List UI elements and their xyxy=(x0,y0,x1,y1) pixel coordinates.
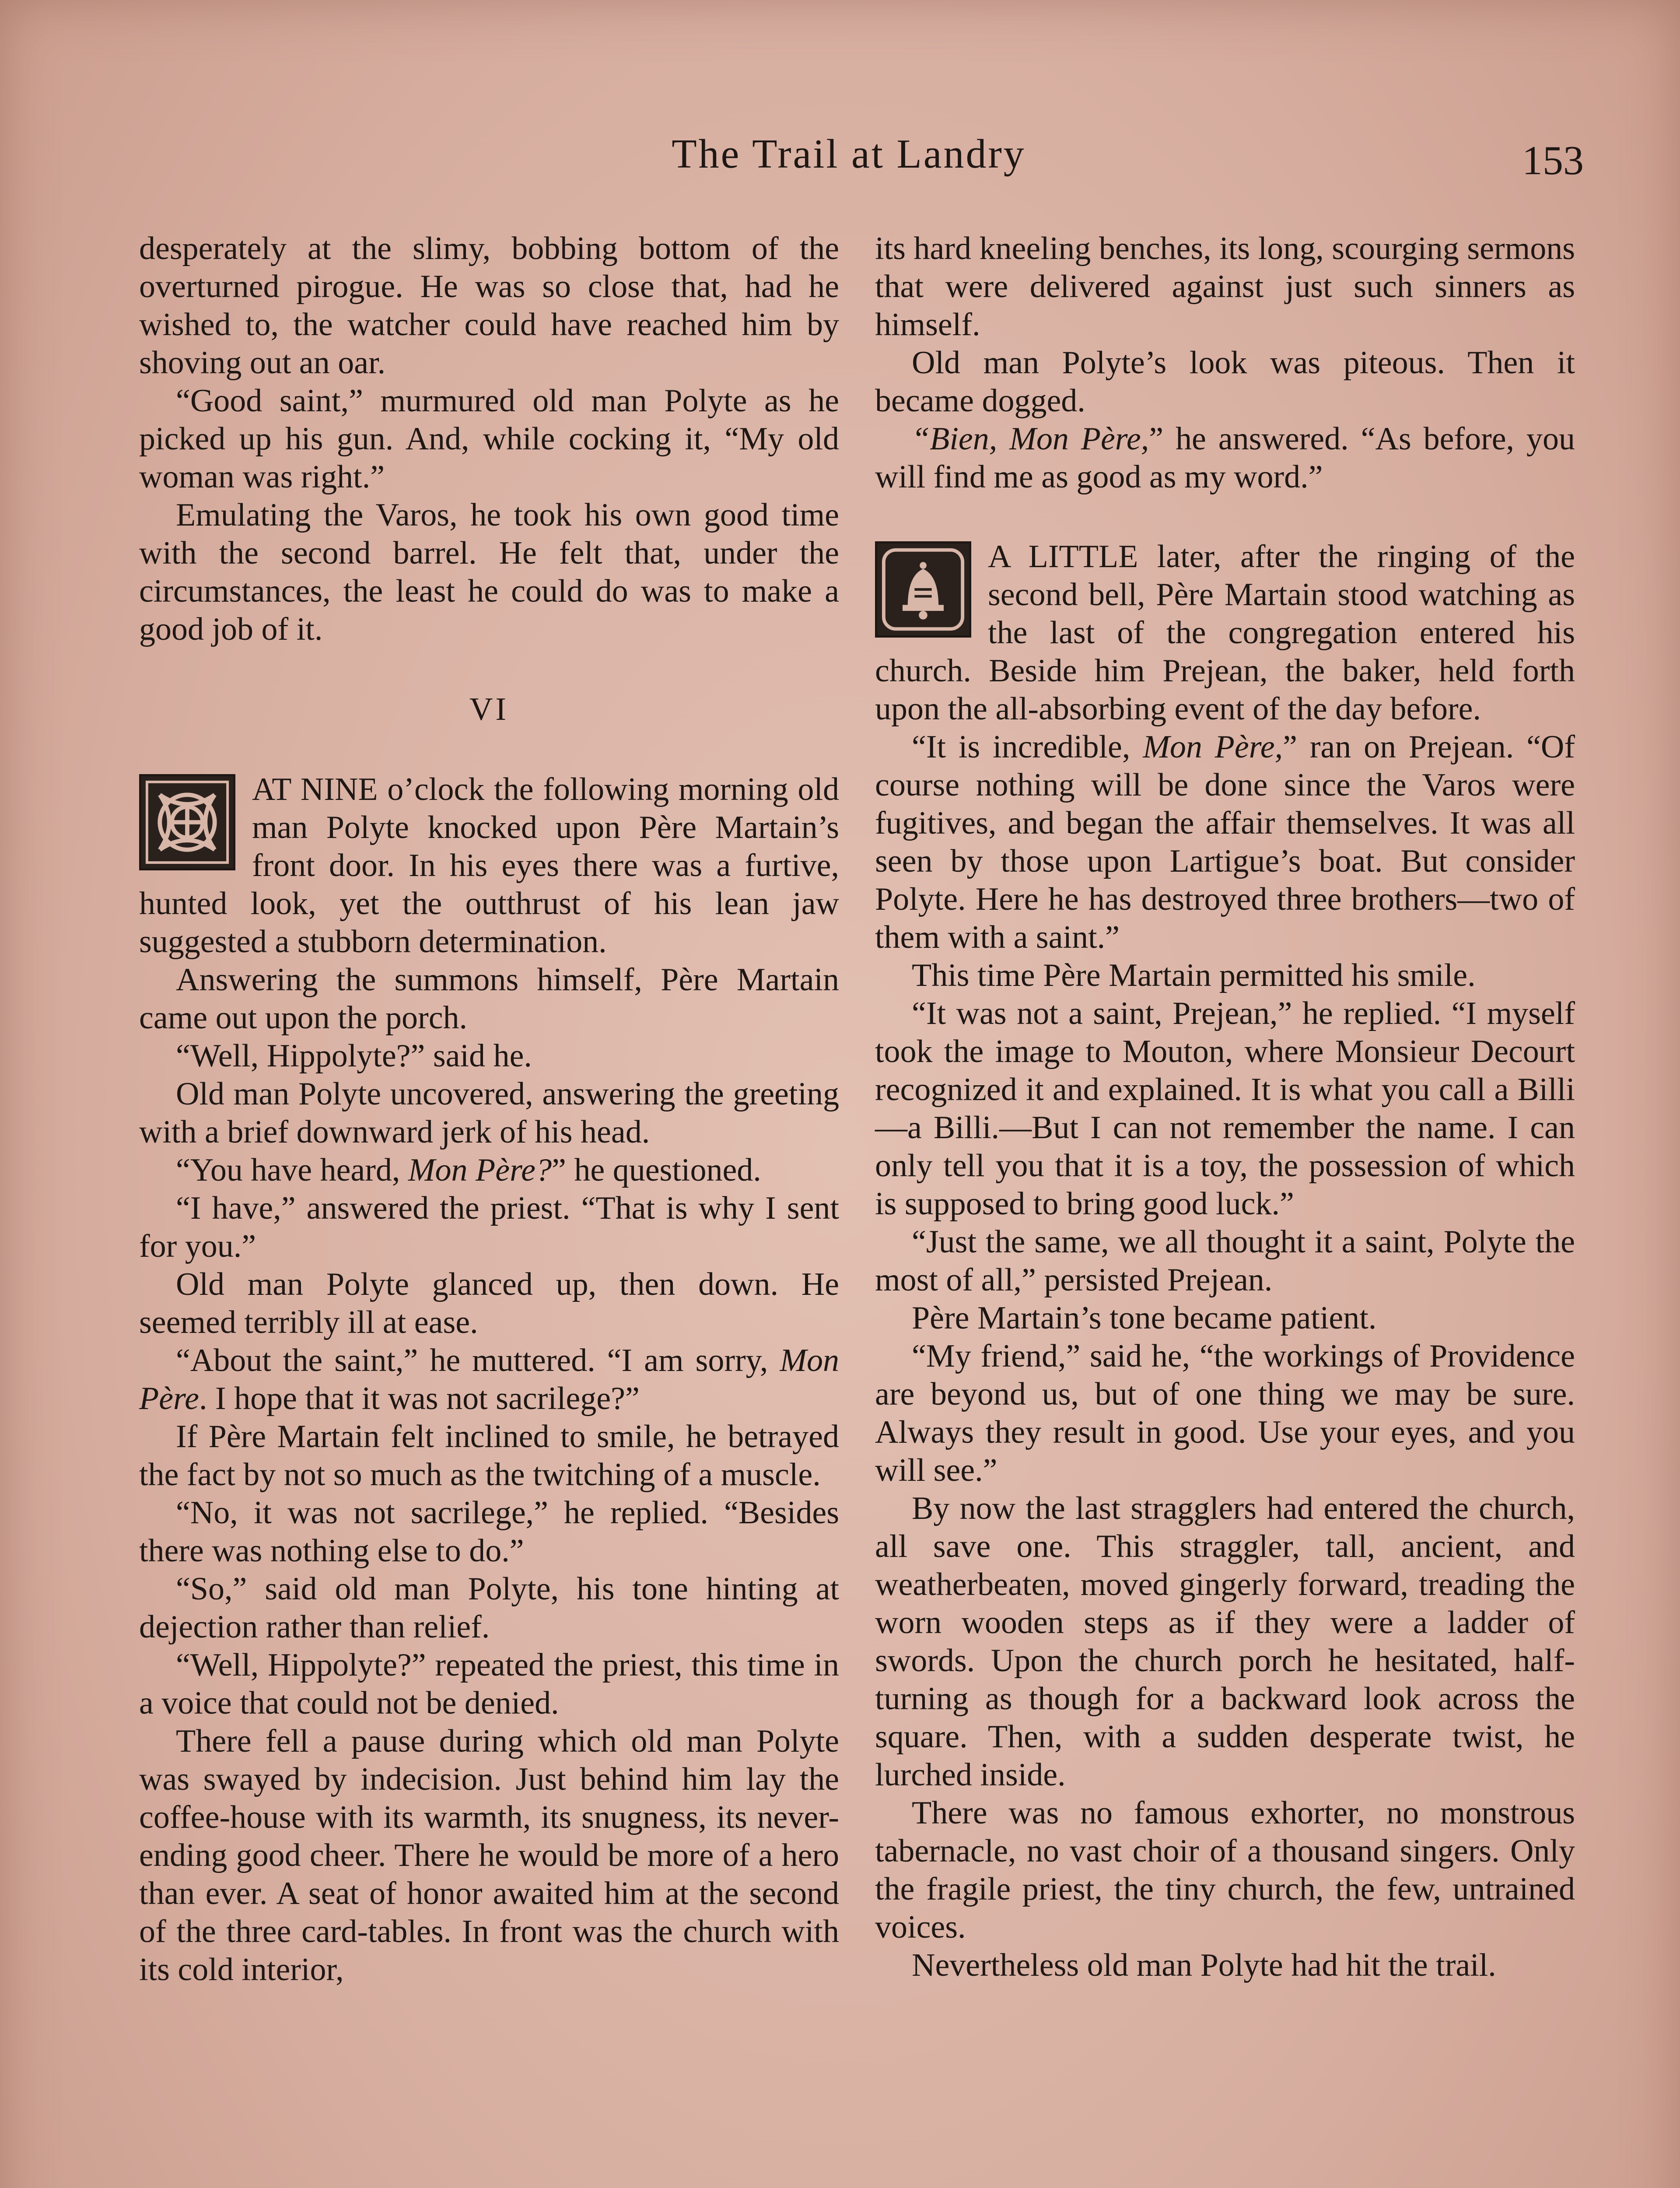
running-title: The Trail at Landry xyxy=(672,131,1026,177)
paragraph: “No, it was not sacrilege,” he replied. “Besides there was nothing else to do.” xyxy=(139,1495,839,1569)
paragraph: Old man Polyte glanced up, then down. He seemed terribly ill at ease. xyxy=(139,1266,839,1340)
left-column xyxy=(139,230,839,1989)
small-caps-lead: AT NINE xyxy=(252,771,378,807)
page-number: 153 xyxy=(1522,138,1584,183)
paragraph: Answering the summons himself, Père Martain came out upon the porch. xyxy=(139,962,839,1036)
paragraph: its hard kneeling benches, its long, scourging sermons that were delivered against just such sinners as himself. xyxy=(875,231,1575,343)
celtic-knot-ornament-icon xyxy=(139,774,235,870)
paragraph: “About the saint,” he muttered. “I am sorry, Mon Père. I hope that it was not sacrilege?” xyxy=(139,1343,839,1417)
paragraph: Emulating the Varos, he took his own good time with the second barrel. He felt that, under the circumstances, the least he could do was to make a good job of it. xyxy=(139,497,839,647)
paragraph: “Well, Hippolyte?” said he. xyxy=(176,1038,532,1074)
paragraph: “It is incredible, Mon Père,” ran on Prejean. “Of course nothing will be done since the Varos were fugitives, and began the affair themselves. It was all seen by those upon Lartigue’s boat. But consider Polyte. Here he has destroyed three brothers—two of them with a saint.” xyxy=(875,729,1575,955)
paragraph: A LITTLE later, after the ringing of the second bell, Père Martain stood watching as the last of the congregation entered his church. Beside him Prejean, the baker, held forth upon the all-absorbing event of the day before. xyxy=(875,539,1575,727)
paragraph: Père Martain’s tone became patient. xyxy=(912,1300,1377,1336)
right-column xyxy=(875,230,1575,1985)
paragraph: By now the last stragglers had entered the church, all save one. This straggler, tall, ancient, and weatherbeaten, moved gingerly forward, treading the worn wooden steps as if they were a ladder of swords. Upon the church porch he hesitated, half-turning as though for a backward look across the square. Then, with a sudden desperate twist, he lurched inside. xyxy=(875,1490,1575,1793)
paragraph: “My friend,” said he, “the workings of Providence are beyond us, but of one thing we may be sure. Always they result in good. Use your eyes, and you will see.” xyxy=(875,1338,1575,1488)
dropcap-paragraph xyxy=(875,538,1575,728)
paragraph: “I have,” answered the priest. “That is why I sent for you.” xyxy=(139,1190,839,1264)
paragraph: “So,” said old man Polyte, his tone hinting at dejection rather than relief. xyxy=(139,1571,839,1645)
paragraph: AT NINE o’clock the following morning old man Polyte knocked upon Père Martain’s front door. In his eyes there was a furtive, hunted look, yet the outthrust of his lean jaw suggested a stubborn determination. xyxy=(139,771,839,960)
paragraph: “Good saint,” murmured old man Polyte as he picked up his gun. And, while cocking it, “My old woman was right.” xyxy=(139,383,839,495)
section-heading: VI xyxy=(469,691,509,727)
dropcap-paragraph xyxy=(139,771,839,961)
small-caps-lead: A LITTLE xyxy=(988,539,1138,575)
bell-ornament-icon xyxy=(875,541,971,638)
paragraph: “You have heard, Mon Père?” he questioned. xyxy=(176,1152,761,1188)
paragraph: Old man Polyte’s look was piteous. Then it became dogged. xyxy=(875,345,1575,419)
paragraph: This time Père Martain permitted his smile. xyxy=(912,957,1476,993)
paragraph: Nevertheless old man Polyte had hit the trail. xyxy=(912,1947,1496,1983)
paragraph: “Bien, Mon Père,” he answered. “As before, you will find me as good as my word.” xyxy=(875,421,1575,495)
paragraph: If Père Martain felt inclined to smile, he betrayed the fact by not so much as the twitching of a muscle. xyxy=(139,1419,839,1493)
paragraph: desperately at the slimy, bobbing bottom of the overturned pirogue. He was so close that, had he wished to, the watcher could have reached him by shoving out an oar. xyxy=(139,231,839,381)
paragraph: “It was not a saint, Prejean,” he replied. “I myself took the image to Mouton, where Monsieur Decourt recognized it and explained. It is what you call a Billi—a Billi.—But I can not remember the name. I can only tell you that it is a toy, the possession of which is supposed to bring good luck.” xyxy=(875,996,1575,1222)
paragraph: There fell a pause during which old man Polyte was swayed by indecision. Just behind him lay the coffee-house with its warmth, its snugness, its never-ending good cheer. There he would be more of a hero than ever. A seat of honor awaited him at the second of the three card-tables. In front was the church with its cold interior, xyxy=(139,1723,839,1988)
paragraph: Old man Polyte uncovered, answering the greeting with a brief downward jerk of his head. xyxy=(139,1076,839,1150)
paragraph: “Well, Hippolyte?” repeated the priest, this time in a voice that could not be denied. xyxy=(139,1647,839,1721)
paragraph: “Just the same, we all thought it a saint, Polyte the most of all,” persisted Prejean. xyxy=(875,1224,1575,1298)
paragraph: There was no famous exhorter, no monstrous tabernacle, no vast choir of a thousand singers. Only the fragile priest, the tiny church, the few, untrained voices. xyxy=(875,1795,1575,1945)
